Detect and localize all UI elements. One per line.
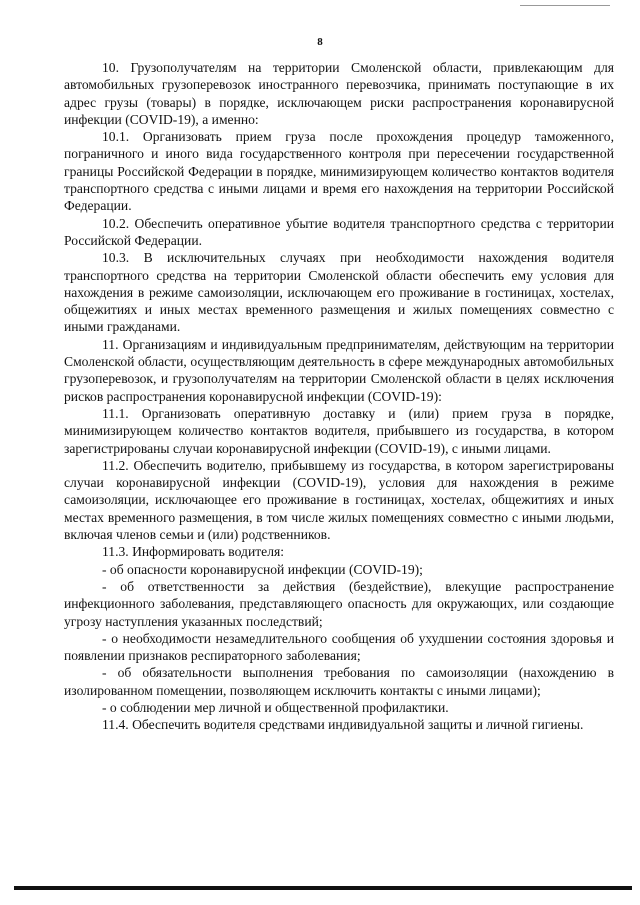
paragraph-11: 11. Организациям и индивидуальным предпринимателям, действующим на территории Смоленской области, осуществляющим деятельность в сфере международных автомобильных грузоперевозок, и грузополучателям на территории Смоленской области в целях исключения рисков распространения коронавирусной инфекции (COVID-19): [64,336,614,404]
paragraph-11-2: 11.2. Обеспечить водителю, прибывшему из государства, в котором зарегистрированы случаи коронавирусной инфекции (COVID-19), условия для нахождения в режиме самоизоляции, исключающее его проживание в гостиницах, хостелах, общежитиях и иных местах временного размещения, в том числе жилых помещениях совместно с иными людьми, включая членов семьи и (или) родственников. [64,457,614,543]
list-item: - об опасности коронавирусной инфекции (COVID-19); [102,561,423,577]
list-item: - о соблюдении мер личной и общественной профилактики. [102,699,449,715]
list-item: - о необходимости незамедлительного сообщения об ухудшении состояния здоровья и появлении признаков респираторного заболевания; [64,630,614,664]
paragraph-11-1: 11.1. Организовать оперативную доставку и (или) прием груза в порядке, минимизирующем количество контактов водителя, прибывшего из государства, в котором зарегистрированы случаи коронавирусной инфекции (COVID-19), с иными лицами. [64,405,614,456]
paragraph-11-4: 11.4. Обеспечить водителя средствами индивидуальной защиты и личной гигиены. [102,717,584,733]
paragraph-10-2: 10.2. Обеспечить оперативное убытие водителя транспортного средства с территории Российской Федерации. [64,215,614,248]
document-body [64,59,614,734]
bottom-rule [14,886,632,890]
paragraph-10: 10. Грузополучателям на территории Смоленской области, привлекающим для автомобильных грузоперевозок иностранного перевозчика, принимать поступающие в их адрес грузы (товары) в порядке, исключающем риски распространения коронавирусной инфекции (COVID-19), а именно: [64,60,614,127]
list-item: - об обязательности выполнения требования по самоизоляции (нахождению в изолированном помещении, позволяющем исключить контакты с иными лицами); [64,665,614,698]
scan-speck [520,5,610,6]
paragraph-10-3: 10.3. В исключительных случаях при необходимости нахождения водителя транспортного средства на территории Смоленской области обеспечить ему условия для нахождения в режиме самоизоляции, исключающем его проживание в гостиницах, хостелах, общежитиях и иных местах временного размещения и жилых помещениях совместно с иными гражданами. [64,250,614,335]
paragraph-11-3: 11.3. Информировать водителя: [102,544,285,560]
list-item: - об ответственности за действия (бездействие), влекущие распространение инфекционного заболевания, представляющего опасность для окружающих, или создающие угрозу наступления указанных последствий; [64,578,614,629]
page-number: 8 [317,36,323,48]
paragraph-10-1: 10.1. Организовать прием груза после прохождения процедур таможенного, пограничного и иного вида государственного контроля при пересечении государственной границы Российской Федерации в порядке, минимизирующем количество контактов водителя транспортного средства с иными лицами и время его нахождения на территории Российской Федерации. [64,129,614,214]
